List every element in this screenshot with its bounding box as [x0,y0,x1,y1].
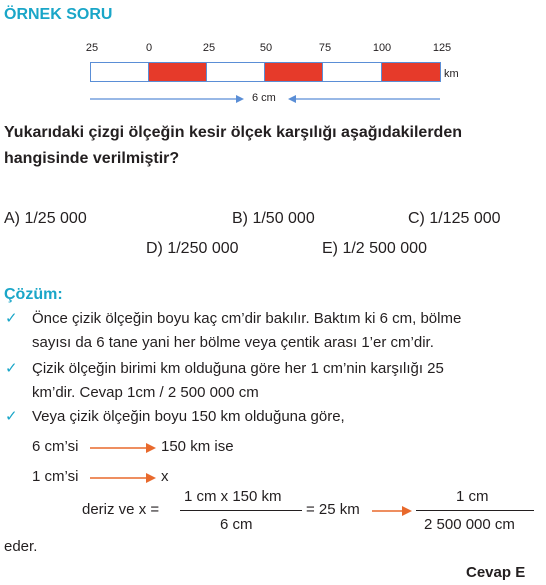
tick-label: 25 [85,42,99,54]
row1-right: 150 km ise [161,438,234,455]
orange-arrow-icon [90,440,156,456]
row2-left: 1 cm’si [32,468,79,485]
tick-label: 0 [145,42,153,54]
fraction-2-bar [416,510,534,511]
scale-unit: km [444,68,459,80]
option-a: A) 1/25 000 [4,210,87,227]
scale-segment-red [382,63,441,81]
question-line-2: hangisinde verilmiştir? [4,150,180,167]
fraction-1-denominator: 6 cm [220,516,253,533]
orange-arrow-icon [372,503,412,519]
tick-label: 100 [372,42,392,54]
check-icon: ✓ [5,408,18,425]
scale-segment-white [207,63,265,81]
scale-segment-white [323,63,382,81]
arrow-head-right [236,95,244,103]
solution-item-2-line-1: Çizik ölçeğin birimi km olduğuna göre her 1 cm’nin karşılığı 25 [32,360,444,377]
scale-segment-red [149,63,207,81]
row1-left: 6 cm’si [32,438,79,455]
option-e: E) 1/2 500 000 [322,240,427,257]
eder-text: eder. [4,538,38,555]
tick-label: 125 [432,42,452,54]
fraction-2-numerator: 1 cm [456,488,489,505]
solution-item-2-line-2: km’dir. Cevap 1cm / 2 500 000 cm [32,384,259,401]
fraction-1-numerator: 1 cm x 150 km [184,488,282,505]
solution-item-1-line-2: sayısı da 6 tane yani her bölme veya çentik arası 1’er cm’dir. [32,334,434,351]
tick-label: 25 [202,42,216,54]
option-b: B) 1/50 000 [232,210,315,227]
option-c: C) 1/125 000 [408,210,501,227]
fraction-1-bar [180,510,302,511]
orange-arrow-icon [90,470,156,486]
solution-item-3-line-1: Veya çizik ölçeğin boyu 150 km olduğuna göre, [32,408,345,425]
scale-segment-white [91,63,149,81]
check-icon: ✓ [5,360,18,377]
option-d: D) 1/250 000 [146,240,239,257]
fraction-2-denominator: 2 500 000 cm [424,516,515,533]
tick-label: 50 [259,42,273,54]
scale-segment-red [265,63,323,81]
equation-result: = 25 km [306,501,360,518]
question-line-1: Yukarıdaki çizgi ölçeğin kesir ölçek karşılığı aşağıdakilerden [4,124,462,141]
example-title: ÖRNEK SORU [4,6,113,23]
equation-prefix: deriz ve x = [82,501,160,518]
arrow-head-left [288,95,296,103]
scale-length-label: 6 cm [252,92,276,104]
row2-right: x [161,468,169,485]
answer-label: Cevap E [466,564,526,581]
solution-title: Çözüm: [4,286,63,303]
tick-label: 75 [318,42,332,54]
solution-item-1-line-1: Önce çizik ölçeğin boyu kaç cm’dir bakılır. Baktım ki 6 cm, bölme [32,310,462,327]
scale-bar [90,62,441,82]
check-icon: ✓ [5,310,18,327]
